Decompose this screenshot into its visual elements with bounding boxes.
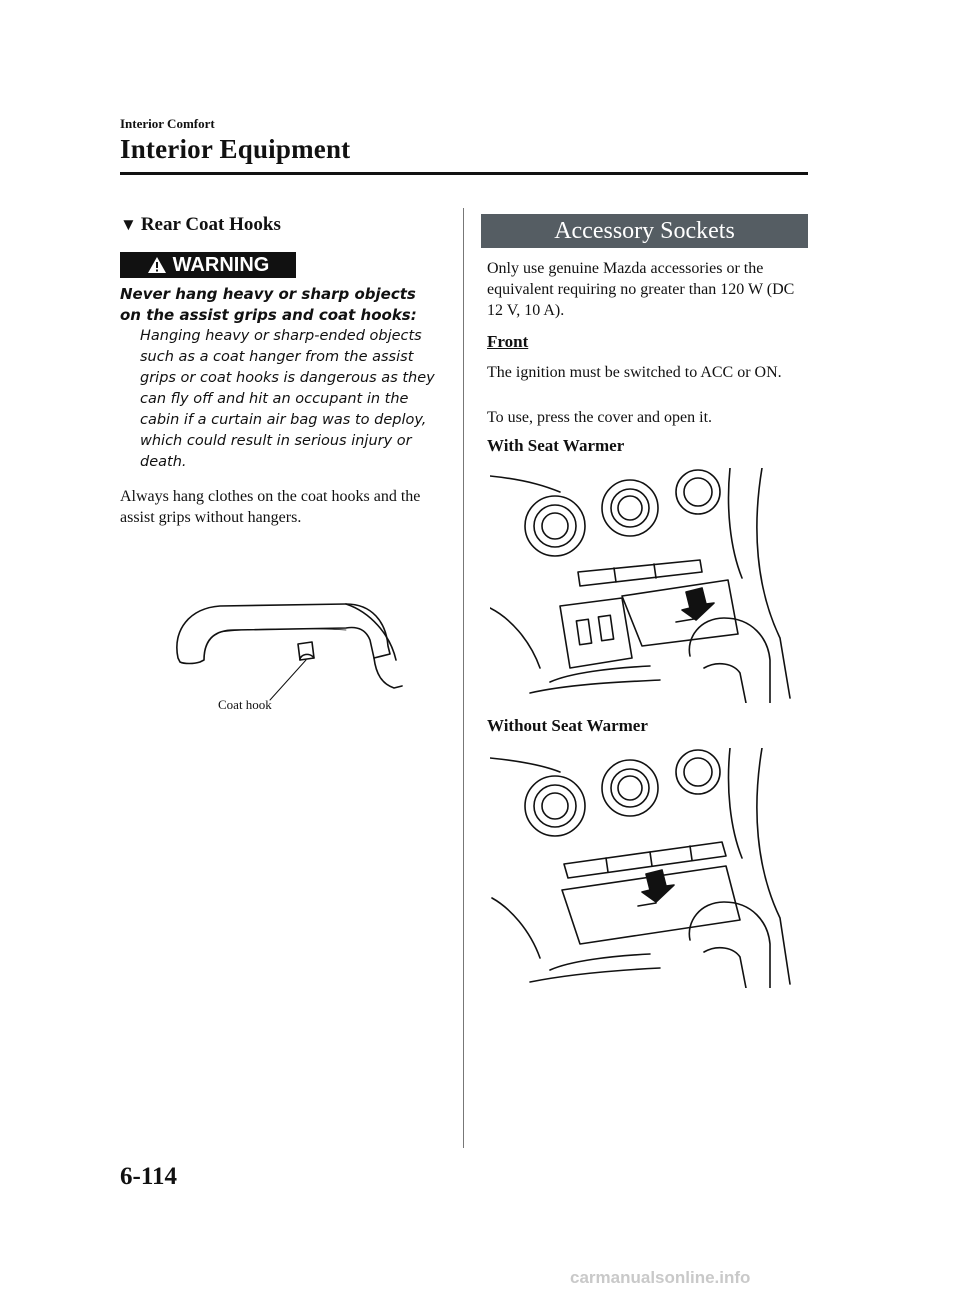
watermark: carmanualsonline.info	[570, 1268, 751, 1287]
front-label: Front	[487, 332, 529, 351]
header-rule	[120, 172, 808, 175]
without-seat-warmer-label: Without Seat Warmer	[487, 716, 648, 735]
coat-hook-paragraph: Always hang clothes on the coat hooks and the assist grips without hangers.	[120, 488, 421, 526]
down-triangle-icon: ▼	[120, 215, 137, 234]
column-divider	[463, 208, 464, 1148]
page-number: 6-114	[120, 1163, 177, 1190]
ignition-paragraph: The ignition must be switched to ACC or ON.	[487, 364, 782, 381]
warning-label: WARNING	[172, 253, 270, 276]
warning-bold-text: Never hang heavy or sharp objects on the assist grips and coat hooks:	[120, 285, 417, 324]
section-small-title: Interior Comfort	[120, 116, 215, 131]
rear-coat-hooks-heading	[120, 214, 281, 236]
assist-grip-illustration	[150, 588, 410, 718]
warning-body-text: Hanging heavy or sharp-ended objects such as a coat hanger from the assist grips or coat hooks is dangerous as they can fly off and hit an occupant in the cabin if a curtain air bag was to deploy, which could result in serious injury or death.	[140, 328, 435, 470]
with-seat-warmer-label: With Seat Warmer	[487, 436, 625, 455]
console-without-seat-warmer-illustration	[490, 748, 810, 988]
accessory-intro-paragraph: Only use genuine Mazda accessories or the equivalent requiring no greater than 120 W (DC 12 V, 10 A).	[487, 260, 795, 319]
warning-triangle-icon	[147, 256, 167, 274]
section-title: Interior Equipment	[120, 134, 351, 164]
open-cover-paragraph: To use, press the cover and open it.	[487, 409, 713, 426]
sub-heading-text: Rear Coat Hooks	[140, 214, 281, 235]
coat-hook-label: Coat hook	[218, 697, 272, 712]
console-with-seat-warmer-illustration	[490, 468, 810, 703]
warning-badge	[120, 252, 296, 278]
accessory-sockets-heading: Accessory Sockets	[481, 214, 808, 248]
